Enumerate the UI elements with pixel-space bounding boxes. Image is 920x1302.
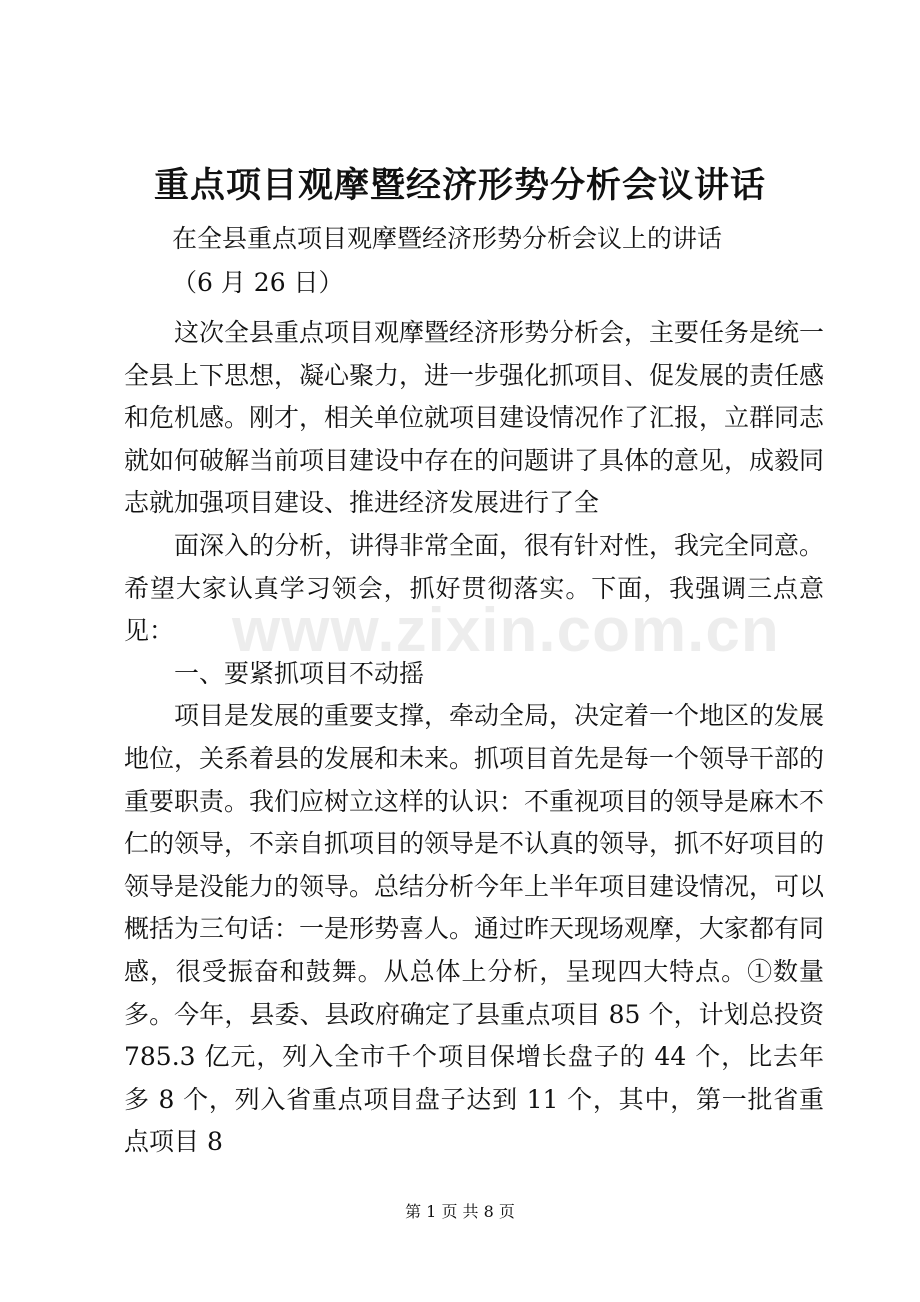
paragraph: 面深入的分析，讲得非常全面，很有针对性，我完全同意。希望大家认真学习领会，抓好贯彻落实。下面，我强调三点意见： bbox=[124, 530, 825, 646]
document-subtitle: 在全县重点项目观摩暨经济形势分析会议上的讲话 bbox=[172, 224, 723, 253]
page-footer: 第 1 页 共 8 页 bbox=[405, 1202, 515, 1221]
watermark: www.zixin.com.cn bbox=[232, 596, 780, 665]
document-date: （6 月 26 日） bbox=[172, 268, 344, 297]
paragraph: 这次全县重点项目观摩暨经济形势分析会，主要任务是统一全县上下思想，凝心聚力，进一步强化抓项目、促发展的责任感和危机感。刚才，相关单位就项目建设情况作了汇报，立群同志就如何破解当前项目建设中存在的问题讲了具体的意见，成毅同志就加强项目建设、推进经济发展进行了全 bbox=[124, 318, 825, 518]
paragraph: 项目是发展的重要支撑，牵动全局，决定着一个地区的发展地位，关系着县的发展和未来。抓项目首先是每一个领导干部的重要职责。我们应树立这样的认识：不重视项目的领导是麻木不仁的领导，不亲自抓项目的领导是不认真的领导，抓不好项目的领导是没能力的领导。总结分析今年上半年项目建设情况，可以概括为三句话：一是形势喜人。通过昨天现场观摩，大家都有同感，很受振奋和鼓舞。从总体上分析，呈现四大特点。①数量多。今年，县委、县政府确定了县重点项目 85 个，计划总投资785.3 亿元，列入全市千个项目保增长盘子的 44 个，比去年多 8 个，列入省重点项目盘子达到 11 个，其中，第一批省重点项目 8 bbox=[124, 701, 825, 1157]
document-title: 重点项目观摩暨经济形势分析会议讲话 bbox=[153, 165, 766, 206]
document-body bbox=[124, 312, 824, 1164]
section-heading: 一、要紧抓项目不动摇 bbox=[174, 658, 425, 688]
